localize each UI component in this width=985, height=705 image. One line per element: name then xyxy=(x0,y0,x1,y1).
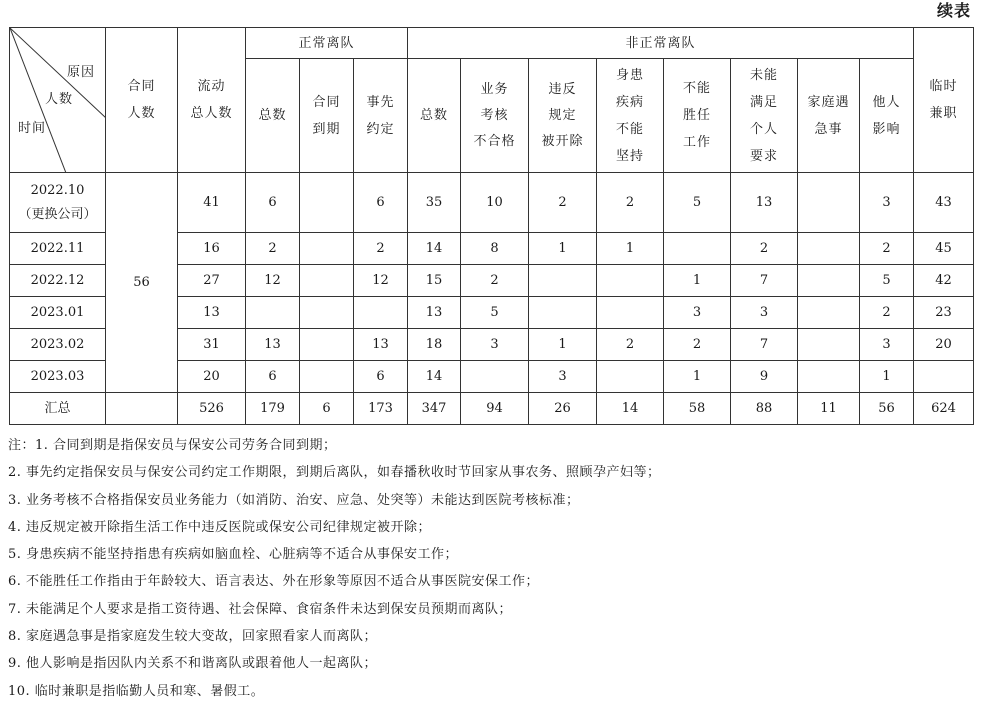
table-row xyxy=(10,173,974,233)
cell-n-total: 12 xyxy=(246,265,300,297)
cell-temp: 42 xyxy=(914,265,974,297)
continued-label: 续表 xyxy=(936,1,971,20)
summary-a-unmet: 88 xyxy=(731,393,798,425)
cell-a-violation xyxy=(529,297,597,329)
illness-header: 身患 疾病 不能 坚持 xyxy=(597,59,664,173)
cell-a-illness: 1 xyxy=(597,233,664,265)
family-emergency-header: 家庭遇 急事 xyxy=(798,59,860,173)
cell-a-assess: 3 xyxy=(461,329,529,361)
note-line: 10. 临时兼职是指临勤人员和寒、暑假工。 xyxy=(8,683,265,699)
summary-contract xyxy=(106,393,178,425)
cell-temp: 20 xyxy=(914,329,974,361)
cell-a-incompetent xyxy=(664,233,731,265)
agreed-header: 事先 约定 xyxy=(354,59,408,173)
table-notes xyxy=(8,432,978,705)
row-time-cell: 2023.02 xyxy=(10,329,106,361)
summary-n-total: 179 xyxy=(246,393,300,425)
row-time-cell: 2022.12 xyxy=(10,265,106,297)
cell-n-total xyxy=(246,297,300,329)
cell-a-incompetent: 2 xyxy=(664,329,731,361)
table-body xyxy=(10,173,974,425)
note-line: 3. 业务考核不合格指保安员业务能力（如消防、治安、应急、处突等）未能达到医院考核标准； xyxy=(8,492,580,508)
temporary-header: 临时 兼职 xyxy=(914,28,974,173)
cell-n-expire xyxy=(300,297,354,329)
note-line: 8. 家庭遇急事是指家庭发生较大变故，回家照看家人而离队； xyxy=(8,629,378,645)
note-line: 9. 他人影响是指因队内关系不和谐离队或跟着他人一起离队； xyxy=(8,656,378,672)
summary-a-incompetent: 58 xyxy=(664,393,731,425)
cell-a-assess: 5 xyxy=(461,297,529,329)
summary-time: 汇总 xyxy=(10,393,106,425)
cell-temp: 43 xyxy=(914,173,974,233)
cell-flow: 41 xyxy=(178,173,246,233)
influenced-header: 他人 影响 xyxy=(860,59,914,173)
normal-total-header: 总数 xyxy=(246,59,300,173)
cell-a-family xyxy=(798,361,860,393)
cell-a-violation: 1 xyxy=(529,233,597,265)
row-time-cell: 2023.01 xyxy=(10,297,106,329)
note-line: 注：1. 合同到期是指保安员与保安公司劳务合同到期； xyxy=(8,438,337,453)
summary-a-influence: 56 xyxy=(860,393,914,425)
cell-n-agreed: 2 xyxy=(354,233,408,265)
abnormal-total-header: 总数 xyxy=(408,59,461,173)
cell-a-violation xyxy=(529,265,597,297)
cell-a-influence: 1 xyxy=(860,361,914,393)
cell-a-assess: 2 xyxy=(461,265,529,297)
cell-n-expire xyxy=(300,329,354,361)
cell-n-total: 2 xyxy=(246,233,300,265)
cell-a-total: 15 xyxy=(408,265,461,297)
cell-a-illness xyxy=(597,265,664,297)
cell-a-violation: 1 xyxy=(529,329,597,361)
summary-a-violation: 26 xyxy=(529,393,597,425)
cell-temp: 23 xyxy=(914,297,974,329)
personnel-turnover-table xyxy=(9,27,974,425)
diag-count-label: 人数 xyxy=(45,92,74,107)
summary-row xyxy=(10,393,974,425)
summary-n-agreed: 173 xyxy=(354,393,408,425)
cell-a-influence: 3 xyxy=(860,329,914,361)
cell-a-unmet: 7 xyxy=(731,265,798,297)
cell-n-total: 6 xyxy=(246,173,300,233)
note-line: 5. 身患疾病不能坚持指患有疾病如脑血栓、心脏病等不适合从事保安工作； xyxy=(8,547,459,563)
cell-a-total: 14 xyxy=(408,233,461,265)
header-row-1 xyxy=(10,28,974,59)
cell-a-unmet: 2 xyxy=(731,233,798,265)
cell-a-assess xyxy=(461,361,529,393)
cell-a-violation: 3 xyxy=(529,361,597,393)
summary-a-family: 11 xyxy=(798,393,860,425)
cell-n-expire xyxy=(300,265,354,297)
cell-a-influence: 3 xyxy=(860,173,914,233)
cell-a-total: 14 xyxy=(408,361,461,393)
diagonal-header-cell xyxy=(10,28,106,173)
assessment-fail-header: 业务 考核 不合格 xyxy=(461,59,529,173)
cell-a-assess: 10 xyxy=(461,173,529,233)
cell-a-family xyxy=(798,173,860,233)
summary-a-illness: 14 xyxy=(597,393,664,425)
cell-n-expire xyxy=(300,361,354,393)
cell-a-influence: 2 xyxy=(860,233,914,265)
incompetent-header: 不能 胜任 工作 xyxy=(664,59,731,173)
cell-a-violation: 2 xyxy=(529,173,597,233)
cell-flow: 27 xyxy=(178,265,246,297)
normal-leave-group-header: 正常离队 xyxy=(246,28,408,59)
summary-n-expire: 6 xyxy=(300,393,354,425)
summary-a-assess: 94 xyxy=(461,393,529,425)
cell-n-agreed: 13 xyxy=(354,329,408,361)
cell-a-family xyxy=(798,233,860,265)
flow-total-header: 流动 总人数 xyxy=(178,28,246,173)
cell-a-unmet: 7 xyxy=(731,329,798,361)
cell-a-unmet: 3 xyxy=(731,297,798,329)
contract-expire-header: 合同 到期 xyxy=(300,59,354,173)
cell-a-influence: 5 xyxy=(860,265,914,297)
contract-count-header: 合同 人数 xyxy=(106,28,178,173)
unmet-needs-header: 未能 满足 个人 要求 xyxy=(731,59,798,173)
cell-temp xyxy=(914,361,974,393)
cell-a-incompetent: 1 xyxy=(664,361,731,393)
cell-a-incompetent: 1 xyxy=(664,265,731,297)
cell-n-agreed: 12 xyxy=(354,265,408,297)
cell-a-influence: 2 xyxy=(860,297,914,329)
contract-count-cell: 56 xyxy=(106,173,178,393)
cell-a-illness xyxy=(597,361,664,393)
cell-n-agreed: 6 xyxy=(354,361,408,393)
row-time-cell: 2022.11 xyxy=(10,233,106,265)
cell-n-total: 6 xyxy=(246,361,300,393)
note-line: 7. 未能满足个人要求是指工资待遇、社会保障、食宿条件未达到保安员预期而离队； xyxy=(8,601,513,617)
cell-a-incompetent: 3 xyxy=(664,297,731,329)
diag-reason-label: 原因 xyxy=(67,65,96,80)
note-line: 4. 违反规定被开除指生活工作中违反医院或保安公司纪律规定被开除； xyxy=(8,519,432,535)
row-time-cell: 2022.10 （更换公司） xyxy=(10,173,106,233)
summary-a-total: 347 xyxy=(408,393,461,425)
diag-time-label: 时间 xyxy=(18,121,47,136)
cell-n-agreed xyxy=(354,297,408,329)
cell-n-agreed: 6 xyxy=(354,173,408,233)
cell-a-total: 18 xyxy=(408,329,461,361)
cell-flow: 31 xyxy=(178,329,246,361)
abnormal-leave-group-header: 非正常离队 xyxy=(408,28,914,59)
cell-n-total: 13 xyxy=(246,329,300,361)
cell-a-unmet: 9 xyxy=(731,361,798,393)
cell-a-illness: 2 xyxy=(597,173,664,233)
cell-a-illness xyxy=(597,297,664,329)
cell-flow: 13 xyxy=(178,297,246,329)
rule-violation-header: 违反 规定 被开除 xyxy=(529,59,597,173)
cell-a-family xyxy=(798,265,860,297)
cell-flow: 16 xyxy=(178,233,246,265)
cell-a-assess: 8 xyxy=(461,233,529,265)
cell-n-expire xyxy=(300,173,354,233)
cell-a-incompetent: 5 xyxy=(664,173,731,233)
cell-a-unmet: 13 xyxy=(731,173,798,233)
row-time-cell: 2023.03 xyxy=(10,361,106,393)
cell-a-total: 13 xyxy=(408,297,461,329)
cell-a-family xyxy=(798,297,860,329)
summary-temp: 624 xyxy=(914,393,974,425)
cell-a-total: 35 xyxy=(408,173,461,233)
cell-a-family xyxy=(798,329,860,361)
summary-flow: 526 xyxy=(178,393,246,425)
note-line: 2. 事先约定指保安员与保安公司约定工作期限，到期后离队，如春播秋收时节回家从事农务、照顾孕产妇等； xyxy=(8,465,661,481)
cell-temp: 45 xyxy=(914,233,974,265)
cell-a-illness: 2 xyxy=(597,329,664,361)
note-line: 6. 不能胜任工作指由于年龄较大、语言表达、外在形象等原因不适合从事医院安保工作； xyxy=(8,574,540,590)
cell-n-expire xyxy=(300,233,354,265)
cell-flow: 20 xyxy=(178,361,246,393)
